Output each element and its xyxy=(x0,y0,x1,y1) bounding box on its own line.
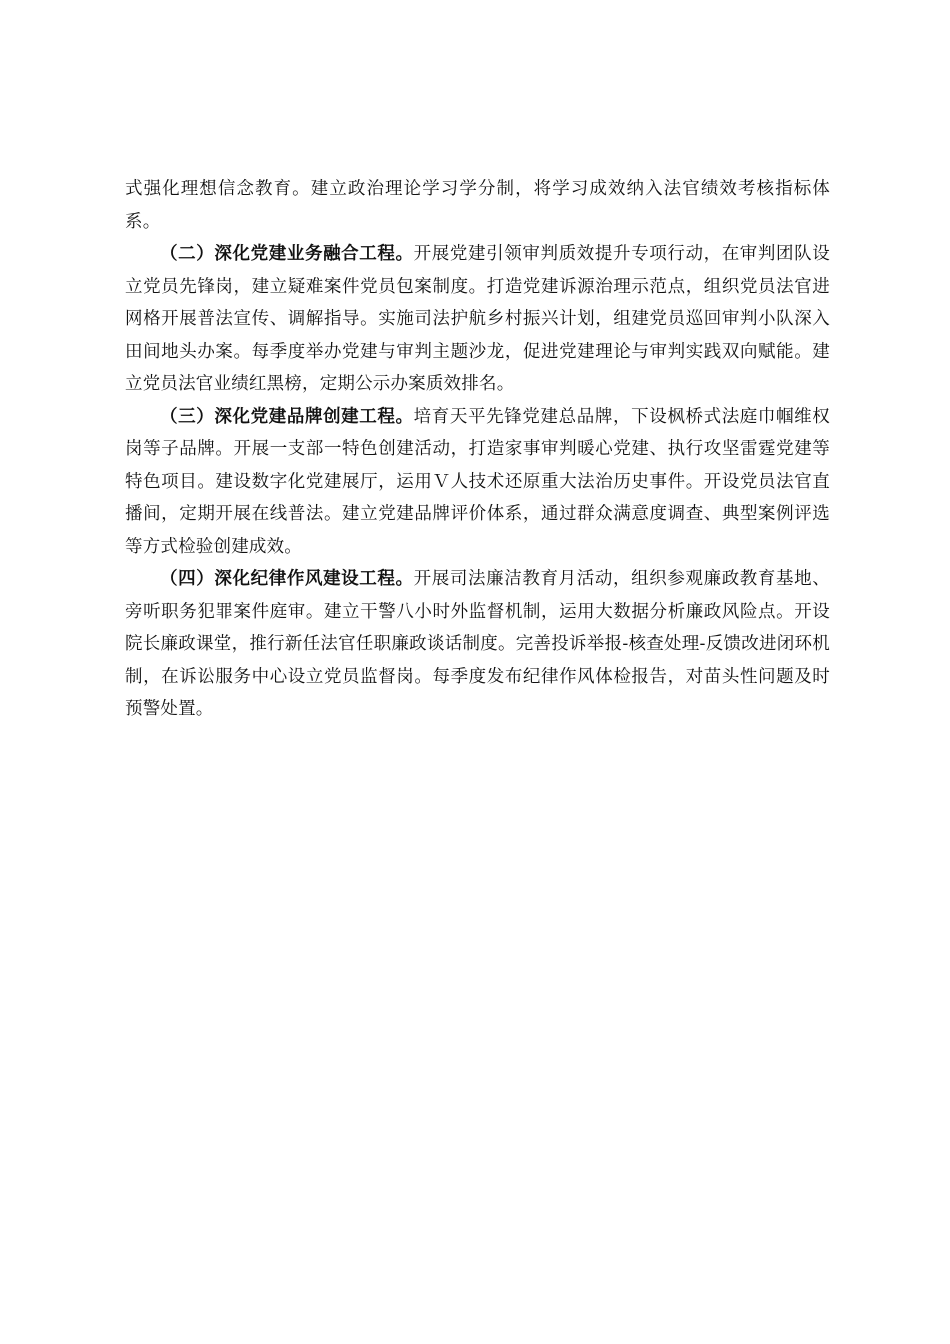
paragraph-party-business-integration xyxy=(125,238,830,401)
paragraph-discipline-style xyxy=(125,563,830,726)
paragraph-continuation xyxy=(125,173,830,238)
paragraph-heading: （四）深化纪律作风建设工程。 xyxy=(160,569,414,589)
paragraph-party-brand-building xyxy=(125,401,830,564)
paragraph-heading: （三）深化党建品牌创建工程。 xyxy=(160,406,414,427)
paragraph-heading: （二）深化党建业务融合工程。 xyxy=(160,244,414,264)
paragraph-text: 开展党建引领审判质效提升专项行动，在审判团队设立党员先锋岗，建立疑难案件党员包案制度。打造党建诉源治理示范点，组织党员法官进网格开展普法宣传、调解指导。实施司法护航乡村振兴计划，组建党员巡回审判小队深入田间地头办案。每季度举办党建与审判主题沙龙，促进党建理论与审判实践双向赋能。建立党员法官业绩红黑榜，定期公示办案质效排名。 xyxy=(125,244,830,394)
paragraph-text: 开展司法廉洁教育月活动，组织参观廉政教育基地、旁听职务犯罪案件庭审。建立干警八小时外监督机制，运用大数据分析廉政风险点。开设院长廉政课堂，推行新任法官任职廉政谈话制度。完善投诉举报-核查处理-反馈改进闭环机制，在诉讼服务中心设立党员监督岗。每季度发布纪律作风体检报告，对苗头性问题及时预警处置。 xyxy=(125,569,830,719)
paragraph-text: 式强化理想信念教育。建立政治理论学习学分制，将学习成效纳入法官绩效考核指标体系。 xyxy=(125,179,830,232)
document-body xyxy=(125,173,830,726)
paragraph-text: 培育天平先锋党建总品牌，下设枫桥式法庭巾帼维权岗等子品牌。开展一支部一特色创建活动，打造家事审判暖心党建、执行攻坚雷霆党建等特色项目。建设数字化党建展厅，运用Ｖ人技术还原重大法治历史事件。开设党员法官直播间，定期开展在线普法。建立党建品牌评价体系，通过群众满意度调查、典型案例评选等方式检验创建成效。 xyxy=(125,406,831,557)
